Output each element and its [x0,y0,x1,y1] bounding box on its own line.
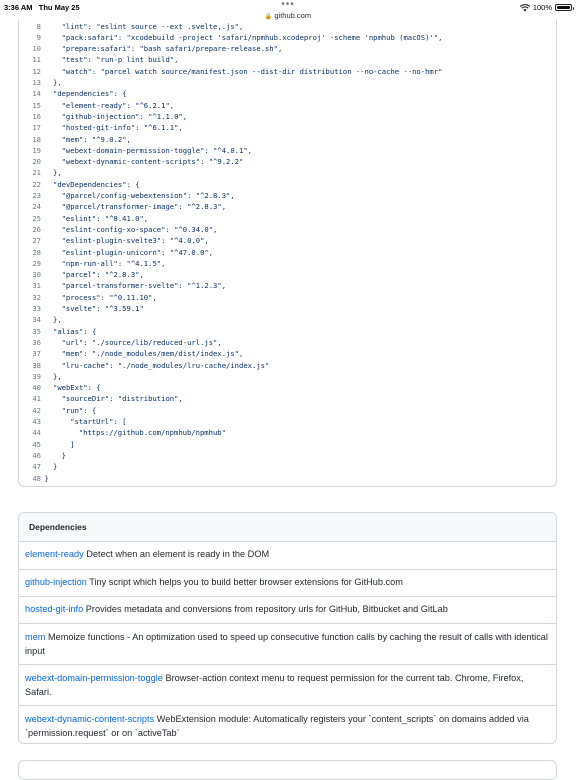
line-number[interactable]: 35 [32,326,41,336]
dependencies-panel [18,512,557,744]
code-line [19,314,556,325]
line-number[interactable]: 37 [32,349,41,359]
code-text: }, [53,78,62,87]
code-line [19,43,556,54]
code-line [19,179,556,190]
line-number[interactable]: 21 [32,168,41,178]
code-text: "run": { [61,405,97,415]
code-line [19,122,556,133]
line-number[interactable]: 11 [32,55,41,65]
code-text: "process": "^0.11.10", [61,292,157,302]
line-number[interactable]: 10 [32,44,41,54]
line-number[interactable]: 31 [32,281,41,291]
code-text: "webext-dynamic-content-scripts": "^9.2.2" [61,157,244,167]
code-line [19,156,556,167]
code-text: "eslint": "^8.41.0", [61,213,149,223]
code-text: "test": "run-p lint build", [61,55,179,65]
code-line [19,258,556,269]
code-line [19,235,556,246]
dependency-item [19,705,556,744]
line-number[interactable]: 20 [32,157,41,167]
code-text: } [44,473,49,483]
more-dots-icon[interactable]: ••• [281,0,295,10]
code-text: "svelte": "^3.59.1" [61,304,144,313]
code-text: "prepare:safari": "bash safari/prepare-release.sh", [61,44,283,54]
dependency-link[interactable]: webext-dynamic-content-scripts [25,714,155,724]
line-number[interactable]: 23 [32,191,41,200]
line-number[interactable]: 33 [32,304,41,313]
line-number[interactable]: 32 [32,292,41,302]
code-text: "hosted-git-info": "^6.1.1", [61,123,183,133]
code-text: "eslint-plugin-svelte3": "^4.0.0", [61,236,209,246]
code-line [19,100,556,111]
code-line [19,201,556,212]
code-line [19,145,556,156]
line-number[interactable]: 16 [32,111,41,121]
code-text: "sourceDir": "distribution", [61,394,183,404]
lock-icon: 🔒 [264,14,273,20]
dependency-link[interactable]: webext-domain-permission-toggle [25,673,163,683]
code-text: "github-injection": "^1.1.0", [61,111,188,121]
dependencies-header: Dependencies [19,513,556,542]
dependency-link[interactable]: mem [25,632,46,642]
code-text: "lint": "eslint source --ext .svelte,.js", [61,21,244,31]
status-bar [0,0,576,22]
code-text: } [53,462,58,472]
dependency-item [19,542,556,569]
line-number[interactable]: 47 [32,462,41,472]
dependency-description: WebExtension module: Automatically registers your `content_scripts` on domains added via `permission.request` or on `activeTab` [25,714,529,738]
dependency-item [19,569,556,596]
code-text: "devDependencies": { [53,179,140,189]
code-text: "@parcel/config-webextension": "^2.8.3", [61,191,235,200]
code-line [19,303,556,314]
code-line [19,382,556,393]
line-number[interactable]: 46 [32,450,41,460]
code-text: "lru-cache": "./node_modules/lru-cache/index.js" [61,360,270,370]
line-number[interactable]: 48 [32,473,41,483]
line-number[interactable]: 44 [32,428,41,438]
line-number[interactable]: 39 [32,371,41,381]
line-number[interactable]: 29 [32,258,41,268]
code-line [19,21,556,32]
code-line [19,134,556,145]
code-text: "pack:safari": "xcodebuild -project 'safari/npmhub.xcodeproj' -scheme 'npmhub (macOS)'", [61,32,443,42]
line-number[interactable]: 18 [32,134,41,144]
address-url: github.com [274,11,312,20]
dependency-description: Browser-action context menu to request permission for the current tab. Chrome, Firefox, Safari. [25,673,524,697]
code-line [19,393,556,404]
battery-icon [555,4,572,11]
line-number[interactable]: 12 [32,66,41,76]
line-number[interactable]: 34 [32,315,41,325]
line-number[interactable]: 36 [32,337,41,347]
code-line [19,292,556,303]
dependency-description: Detect when an element is ready in the DOM [86,549,270,559]
code-line [19,54,556,65]
code-line [19,371,556,382]
line-number[interactable]: 22 [32,179,41,189]
code-text: "eslint-config-xo-space": "^0.34.0", [61,224,218,234]
code-text: "eslint-plugin-unicorn": "^47.0.0", [61,247,214,257]
code-view [18,20,557,487]
line-number[interactable]: 15 [32,100,41,110]
code-line [19,337,556,348]
dependency-item [19,623,556,664]
code-text: }, [53,315,62,325]
line-number[interactable]: 30 [32,270,41,280]
code-text: "startUrl": [ [70,417,127,426]
code-text: "webext-domain-permission-toggle": "^4.0.1", [61,145,252,155]
code-text: "element-ready": "^6.2.1", [61,100,175,110]
code-line [19,416,556,427]
code-line [19,190,556,201]
line-number[interactable]: 13 [32,78,41,87]
address-bar[interactable] [0,11,576,20]
code-text: "npm-run-all": "^4.1.5", [61,258,166,268]
line-number[interactable]: 9 [36,32,41,42]
code-line [19,360,556,371]
line-number[interactable]: 41 [32,394,41,404]
line-number[interactable]: 14 [32,89,41,99]
code-text: "mem": "^9.0.2", [61,134,131,144]
battery-percent: 100% [532,3,552,12]
status-right [520,3,572,12]
line-number[interactable]: 43 [32,417,41,426]
code-text: "webExt": { [53,383,101,393]
code-text: "https://github.com/npmhub/npmhub" [78,428,226,438]
code-line [19,224,556,235]
dependency-item [19,664,556,705]
code-line [19,247,556,258]
dependency-description: Provides metadata and conversions from repository urls for GitHub, Bitbucket and GitLab [85,604,448,614]
code-line [19,280,556,291]
dependency-link[interactable]: element-ready [25,549,84,559]
dependency-link[interactable]: hosted-git-info [25,604,84,614]
code-line [19,326,556,337]
code-line [19,32,556,43]
code-line [19,167,556,178]
next-panel [18,760,557,780]
code-text: }, [53,371,62,381]
status-time-date: 3:36 AM Thu May 25 [4,3,80,12]
code-line [19,439,556,450]
code-line [19,450,556,461]
line-number[interactable]: 26 [32,224,41,234]
code-line [19,88,556,99]
line-number[interactable]: 38 [32,360,41,370]
line-number[interactable]: 19 [32,145,41,155]
line-number[interactable]: 40 [32,383,41,393]
line-number[interactable]: 8 [36,21,41,31]
code-text: "watch": "parcel watch source/manifest.json --dist-dir distribution --no-cache --no-hmr" [61,66,443,76]
line-number[interactable]: 27 [32,236,41,246]
code-text: "parcel-transformer-svelte": "^1.2.3", [61,281,227,291]
line-number[interactable]: 28 [32,247,41,257]
line-number[interactable]: 25 [32,213,41,223]
code-line [19,77,556,88]
code-line [19,269,556,280]
line-number[interactable]: 42 [32,405,41,415]
line-number[interactable]: 24 [32,202,41,212]
code-line [19,348,556,359]
code-text: } [61,450,66,460]
code-text: "dependencies": { [53,89,127,99]
code-text: "alias": { [53,326,97,336]
line-number[interactable]: 45 [32,439,41,449]
code-line [19,213,556,224]
code-line [19,405,556,416]
code-text: "url": "./source/lib/reduced-url.js", [61,337,222,347]
dependency-description: Tiny script which helps you to build better browser extensions for GitHub.com [89,577,403,587]
code-line [19,427,556,438]
code-text: }, [53,168,62,178]
code-line [19,111,556,122]
wifi-icon [520,4,530,12]
line-number[interactable]: 17 [32,123,41,133]
dependency-link[interactable]: github-injection [25,577,87,587]
code-line [19,473,556,484]
dependency-item [19,596,556,623]
code-text: "@parcel/transformer-image": "^2.8.3", [61,202,227,212]
code-line [19,66,556,77]
code-text: "parcel": "^2.8.3", [61,270,144,280]
code-text: ] [70,439,75,449]
code-line [19,461,556,472]
code-text: "mem": "./node_modules/mem/dist/index.js", [61,349,244,359]
dependency-description: Memoize functions - An optimization used to speed up consecutive function calls by caching the result of calls with identical input [25,632,548,656]
